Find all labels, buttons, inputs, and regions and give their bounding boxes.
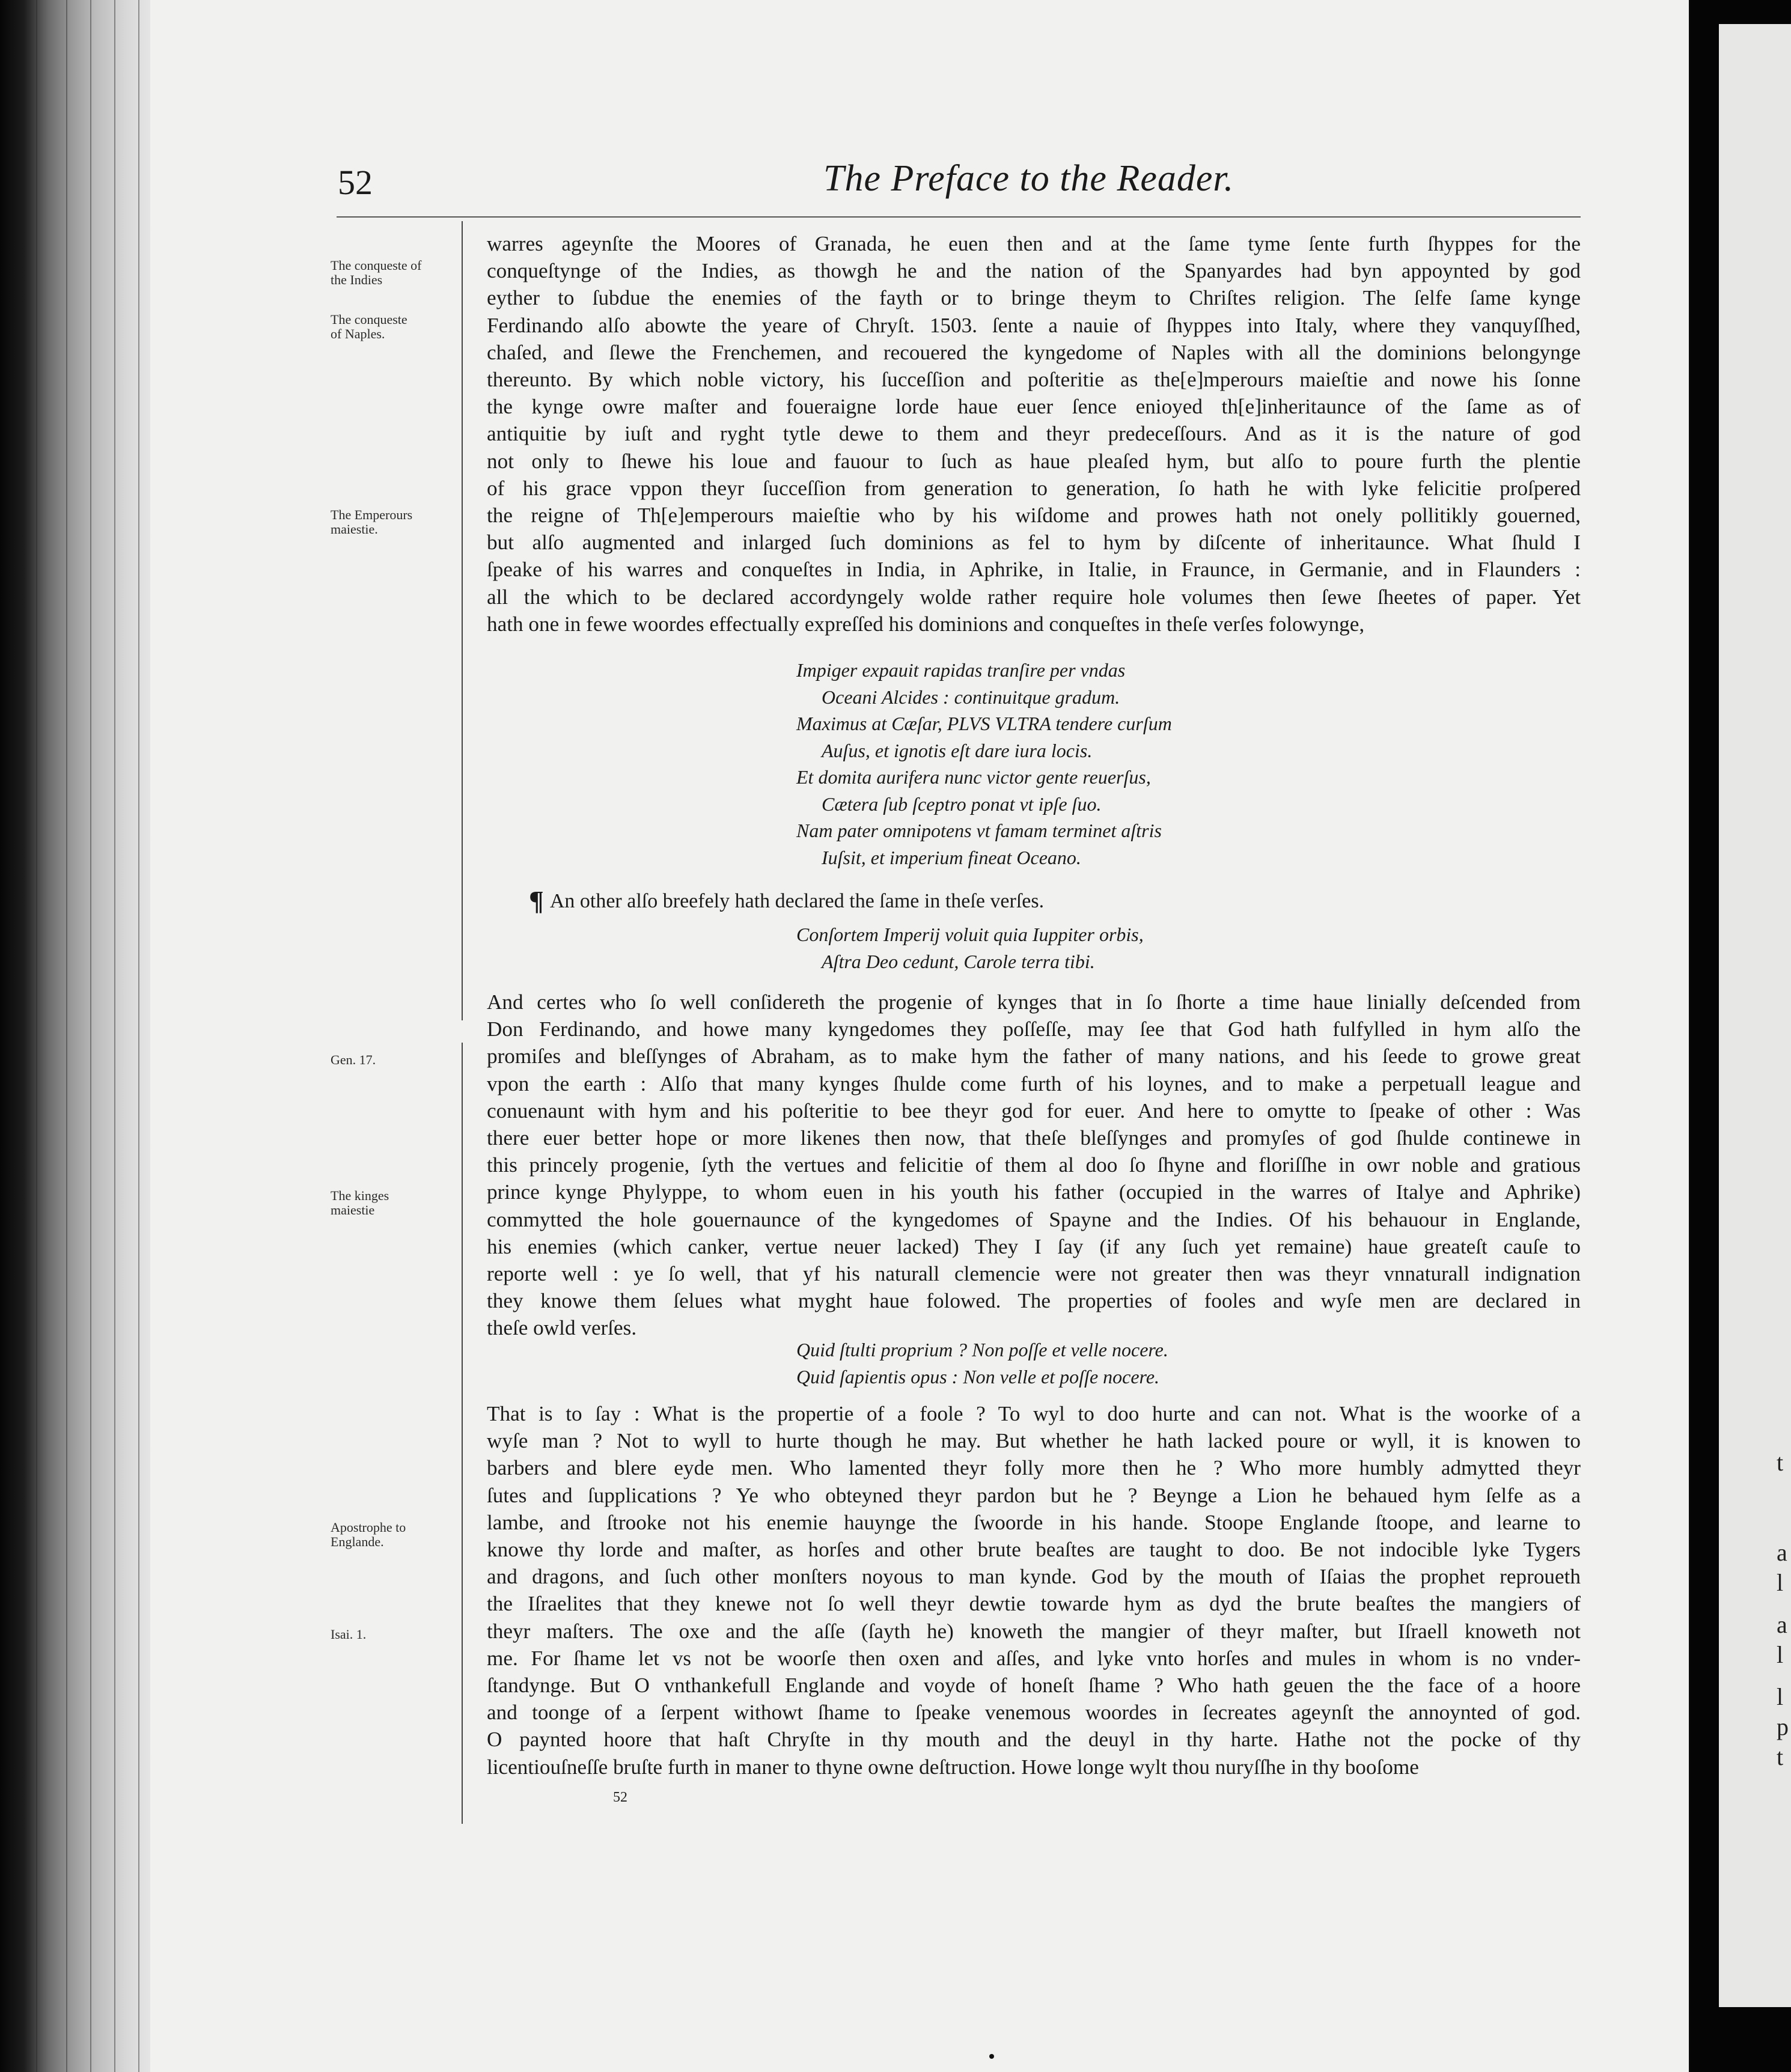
text-line: ſtandynge. But O vnthankefull Englande and voyde of honeſt ſhame ? Who hath geuen the the face of a hoore	[487, 1674, 1581, 1698]
latin-verse-2	[796, 921, 1144, 975]
facing-page-letter: p	[1777, 1713, 1789, 1740]
facing-page-letter: a	[1777, 1611, 1787, 1638]
verse-line: Oceani Alcides : continuitque gradum.	[822, 686, 1120, 708]
facing-page-letter: t	[1777, 1449, 1784, 1476]
marginal-note-line: The conqueste	[331, 312, 407, 327]
latin-verse-1	[796, 657, 1172, 871]
text-line: vpon the earth : Alſo that many kynges ſhulde come furth of his loynes, and to make a perpetuall league and	[487, 1071, 1581, 1095]
margin-rule	[462, 1043, 463, 1824]
text-line: licentiouſneſſe bruſte furth in maner to thyne owne deſtruction. Howe longe wylt thou nuryſſhe in thy booſome	[487, 1755, 1419, 1779]
verse-line: Maximus at Cæſar, PLVS VLTRA tendere curſum	[796, 713, 1172, 734]
text-line: this princely progenie, ſyth the vertues and felicitie of them al doo ſo ſhyne and floriſſhe in owr noble and gratious	[487, 1153, 1581, 1177]
facing-page-letter: t	[1777, 1743, 1784, 1770]
text-line: eyther to ſubdue the enemies of the fayth or to bringe theym to Chriſtes religion. The ſelfe ſame kynge	[487, 286, 1581, 310]
text-line: O paynted hoore that haſt Chryſte in thy mouth and the deuyl in thy harte. Hathe not the pocke of thy	[487, 1728, 1581, 1752]
text-line: the reigne of Th[e]emperours maieſtie who by his wiſdome and prowes hath not onely pollitikly gouerned,	[487, 504, 1581, 528]
marginal-note-line: The Emperours	[331, 507, 413, 522]
text-line: conuenaunt with hym and his poſteritie to bee theyr god for euer. And here to omytte to ſpeake of other : Was	[487, 1098, 1581, 1123]
text-line: thereunto. By which noble victory, his ſucceſſion and poſteritie as the[e]mperours maieſtie and nowe his ſonne	[487, 368, 1581, 392]
paragraph-1	[487, 230, 1581, 638]
ink-speck	[989, 2054, 994, 2059]
text-line: barbers and blere eyde men. Who lamented theyr folly more then he ? Who more humbly admytted theyr	[487, 1456, 1581, 1480]
facing-page-letter: a	[1777, 1539, 1787, 1566]
text-line: Ferdinando alſo abowte the yeare of Chryſt. 1503. ſente a nauie of ſhyppes into Italy, where they vanquyſſhed,	[487, 313, 1581, 337]
text-line: commytted the hole gouernaunce of the kyngedomes of Spayne and the Indies. Of his behauour in Englande,	[487, 1207, 1581, 1231]
verse-line: Conſortem Imperij voluit quia Iuppiter orbis,	[796, 924, 1144, 945]
verse-line: Auſus, et ignotis eſt dare iura locis.	[822, 739, 1093, 761]
text-line: antiquitie by iuſt and ryght tytle dewe to them and theyr predeceſſours. And as it is the nature of god	[487, 422, 1581, 446]
facing-page-letter: l	[1777, 1641, 1784, 1668]
text-line: prince kynge Phylyppe, to whom euen in his youth his father (occupied in the warres of Italye and Aphrike)	[487, 1180, 1581, 1204]
text-line: chaſed, and ſlewe the Frenchemen, and recouered the kyngedome of Naples with all the dominions belongynge	[487, 340, 1581, 364]
marginal-note-line: maiestie.	[331, 522, 378, 537]
marginal-note-line: Apostrophe to	[331, 1520, 406, 1535]
marginal-note-line: Isai. 1.	[331, 1627, 367, 1642]
facing-page-edge	[1719, 24, 1791, 2007]
verse-introduction	[529, 885, 1044, 916]
text-line: knowe thy lorde and maſter, as horſes and other brute beaſtes are taught to doo. Be not indocible lyke Tygers	[487, 1538, 1581, 1562]
marginal-note-isai	[331, 1627, 457, 1642]
text-line: conqueſtynge of the Indies, as thowgh he and the nation of the Spanyardes had byn appoynted by god	[487, 259, 1581, 283]
text-line: That is to ſay : What is the propertie of a foole ? To wyl to doo hurte and can not. What is the woorke of a	[487, 1402, 1581, 1425]
text-line: ſpeake of his warres and conqueſtes in India, in Aphrike, in Italie, in Fraunce, in Germanie, and in Flaunders :	[487, 558, 1581, 582]
text-line: his enemies (which canker, vertue neuer lacked) They I ſay (if any ſuch yet remaine) haue greateſt cauſe to	[487, 1234, 1581, 1258]
verse-line: Aſtra Deo cedunt, Carole terra tibi.	[822, 950, 1095, 972]
text-line: wyſe man ? Not to wyll to hurte though he may. But whether he hath lacked poure or wyll, it is knowen to	[487, 1429, 1581, 1453]
marginal-note-emperours	[331, 508, 457, 537]
verse-line: Et domita aurifera nunc victor gente reuerſus,	[796, 766, 1151, 788]
latin-verse-3	[796, 1336, 1168, 1390]
marginal-note-gen	[331, 1053, 457, 1067]
marginal-note-line: the Indies	[331, 272, 383, 287]
text-line: not only to ſhewe his loue and fauour to ſuch as haue pleaſed hym, but alſo to poure furth the plentie	[487, 449, 1581, 473]
marginal-note-line: of Naples.	[331, 326, 385, 341]
marginal-note-line: The conqueste of	[331, 258, 422, 273]
marginal-note-line: The kinges	[331, 1188, 389, 1203]
marginal-note-indies	[331, 258, 457, 287]
text-line: of his grace vppon theyr ſucceſſion from generation to generation, ſo hath he with lyke felicitie proſpered	[487, 476, 1581, 500]
footer-page-number: 52	[613, 1790, 627, 1805]
marginal-note-naples	[331, 312, 457, 341]
paragraph-3	[487, 1400, 1581, 1781]
facing-page-letter: l	[1777, 1683, 1784, 1710]
text-line: warres ageynſte the Moores of Granada, he euen then and at the ſame tyme ſente furth ſhyppes for the	[487, 232, 1581, 255]
verse-line: Quid ſapientis opus : Non velle et poſſe nocere.	[796, 1365, 1160, 1388]
text-line: the Iſraelites that they knewe not ſo well theyr dewtie towarde hym as dyd the brute beaſtes the mangiers of	[487, 1592, 1581, 1616]
page-number: 52	[338, 163, 373, 202]
intro-text: An other alſo breefely hath declared the ſame in theſe verſes.	[549, 890, 1045, 912]
marginal-note-line: maiestie	[331, 1202, 375, 1217]
facing-page-letter: l	[1777, 1569, 1784, 1596]
marginal-note-kinges	[331, 1189, 457, 1217]
text-line: me. For ſhame let vs not be woorſe then oxen and aſſes, and lyke vnto horſes and mules in whom is no vnder-	[487, 1646, 1581, 1670]
text-line: and dragons, and ſuch other monſters noyous to man kynde. God by the mouth of Iſaias the prophet reproueth	[487, 1565, 1581, 1589]
text-line: Don Ferdinando, and howe many kyngedomes they poſſeſſe, may ſee that God hath fulfylled in hym alſo the	[487, 1017, 1581, 1041]
text-line: theſe owld verſes.	[487, 1316, 637, 1340]
text-line: ſutes and ſupplications ? Ye who obteyned theyr pardon but he ? Beynge a Lion he behaued hym ſelfe as a	[487, 1483, 1581, 1507]
pilcrow-mark: ¶	[529, 885, 544, 916]
text-line: all the which to be declared accordyngely wolde rather require hole volumes then ſewe ſheetes of paper. Yet	[487, 585, 1581, 609]
verse-line: Nam pater omnipotens vt famam terminet aſtris	[796, 820, 1162, 841]
header-rule	[337, 216, 1581, 218]
text-line: there euer better hope or more likenes then now, that theſe bleſſynges and promyſes of god ſhulde continewe in	[487, 1126, 1581, 1150]
marginal-note-apostrophe	[331, 1520, 457, 1549]
paragraph-2	[487, 989, 1581, 1342]
verse-line: Iuſsit, et imperium fineat Oceano.	[822, 846, 1081, 868]
text-line: the kynge owre maſter and foueraigne lorde haue euer ſence enioyed th[e]inheritaunce of the ſame as of	[487, 395, 1581, 419]
margin-rule	[462, 221, 463, 1020]
text-line: and toonge of a ſerpent withowt ſhame to ſpeake venemous woordes in ſecreates ageynſt the annoynted of god.	[487, 1701, 1581, 1725]
verse-line: Impiger expauit rapidas tranſire per vndas	[796, 659, 1126, 681]
book-page-edges	[0, 0, 174, 2072]
text-line: but alſo augmented and inlarged ſuch dominions as fel to hym by diſcente of inheritaunce. What ſhuld I	[487, 531, 1581, 555]
verse-line: Quid ſtulti proprium ? Non poſſe et velle nocere.	[796, 1339, 1168, 1361]
verse-line: Cætera ſub ſceptro ponat vt ipſe ſuo.	[822, 793, 1102, 815]
text-line: And certes who ſo well conſidereth the progenie of kynges that in ſo ſhorte a time haue linially deſcended from	[487, 990, 1581, 1014]
text-line: promiſes and bleſſynges of Abraham, as to make hym the father of many nations, and his ſeede to growe great	[487, 1044, 1581, 1068]
text-line: lambe, and ſtrooke not his enemie hauynge the ſwoorde in his hande. Stoope Englande ſtoope, and learne to	[487, 1510, 1581, 1534]
running-title: The Preface to the Reader.	[823, 158, 1234, 199]
text-line: they knowe them ſelues what myght haue folowed. The properties of fooles and wyſe men are declared in	[487, 1289, 1581, 1313]
text-line: reporte well : ye ſo well, that yf his naturall clemencie were not greater then was theyr vnnaturall indignation	[487, 1262, 1581, 1286]
text-line: hath one in fewe woordes effectually expreſſed his dominions and conqueſtes in theſe verſes folowynge,	[487, 612, 1365, 636]
marginal-note-line: Englande.	[331, 1534, 384, 1549]
marginal-note-line: Gen. 17.	[331, 1052, 376, 1067]
text-line: theyr maſters. The oxe and the aſſe (ſayth he) knoweth the mangier of theyr maſter, but Iſraell knoweth not	[487, 1619, 1581, 1643]
